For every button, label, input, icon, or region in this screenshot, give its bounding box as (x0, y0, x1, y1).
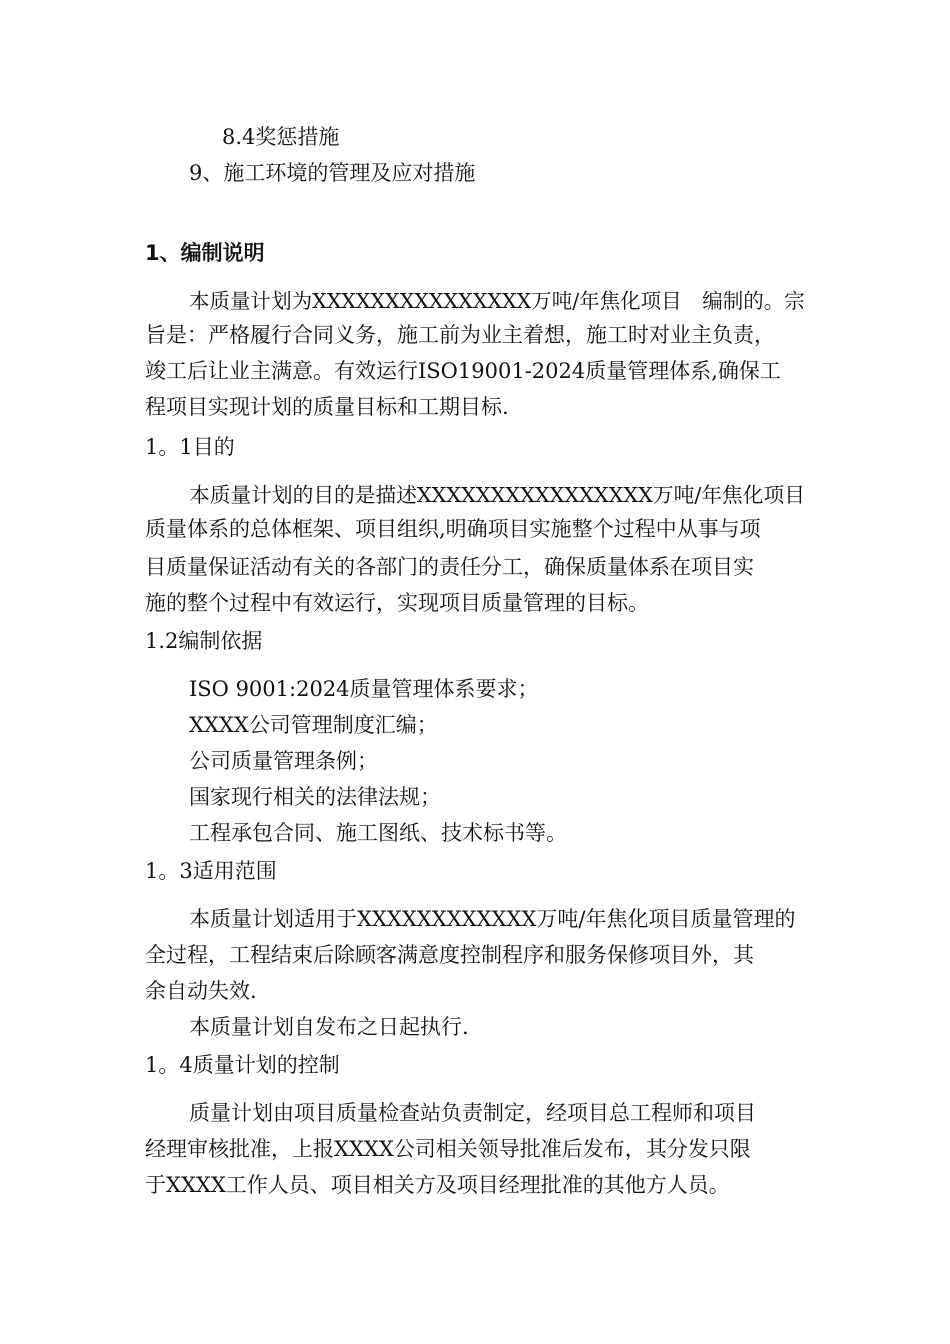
basis-item-3: 公司质量管理条例； (189, 749, 378, 773)
purpose-line-3: 目质量保证活动有关的各部门的责任分工，确保质量体系在项目实 (145, 555, 754, 579)
control-line-3: 于XXXX工作人员、项目相关方及项目经理批准的其他方人员。 (145, 1173, 730, 1197)
section-1-1-title: 1。1目的 (145, 435, 235, 459)
purpose-line-2: 质量体系的总体框架、项目组织,明确项目实施整个过程中从事与项 (145, 517, 761, 541)
scope-line-3: 余自动失效. (145, 979, 257, 1003)
basis-item-2: XXXX公司管理制度汇编； (189, 713, 438, 737)
control-line-1: 质量计划由项目质量检查站负责制定，经项目总工程师和项目 (189, 1101, 756, 1125)
toc-item-9: 9、施工环境的管理及应对措施 (189, 161, 476, 185)
section-1-title: 1、编制说明 (145, 241, 265, 265)
toc-item-8-4: 8.4奖惩措施 (222, 125, 340, 149)
purpose-line-4: 施的整个过程中有效运行，实现项目质量管理的目标。 (145, 591, 649, 615)
section-1-2-title: 1.2编制依据 (145, 629, 263, 653)
intro-line-1: 本质量计划为XXXXXXXXXXXXXXX万吨/年焦化项目 编制的。宗 (189, 289, 805, 313)
basis-item-5: 工程承包合同、施工图纸、技术标书等。 (189, 821, 567, 845)
basis-item-4: 国家现行相关的法律法规； (189, 785, 441, 809)
section-1-4-title: 1。4质量计划的控制 (145, 1053, 340, 1077)
section-1-3-title: 1。3适用范围 (145, 859, 277, 883)
intro-line-2: 旨是：严格履行合同义务，施工前为业主着想，施工时对业主负责， (145, 323, 775, 347)
intro-line-3: 竣工后让业主满意。有效运行ISO19001-2024质量管理体系,确保工 (145, 359, 781, 383)
scope-line-2: 全过程，工程结束后除顾客满意度控制程序和服务保修项目外，其 (145, 943, 754, 967)
purpose-line-1: 本质量计划的目的是描述XXXXXXXXXXXXXXXX万吨/年焦化项目 (189, 483, 805, 507)
control-line-2: 经理审核批准，上报XXXX公司相关领导批准后发布，其分发只限 (145, 1137, 751, 1161)
scope-line-1: 本质量计划适用于XXXXXXXXXXXX万吨/年焦化项目质量管理的 (189, 907, 796, 931)
scope-effective: 本质量计划自发布之日起执行. (189, 1015, 469, 1039)
intro-line-4: 程项目实现计划的质量目标和工期目标. (145, 395, 509, 419)
basis-item-1: ISO 9001:2024质量管理体系要求； (189, 677, 539, 701)
